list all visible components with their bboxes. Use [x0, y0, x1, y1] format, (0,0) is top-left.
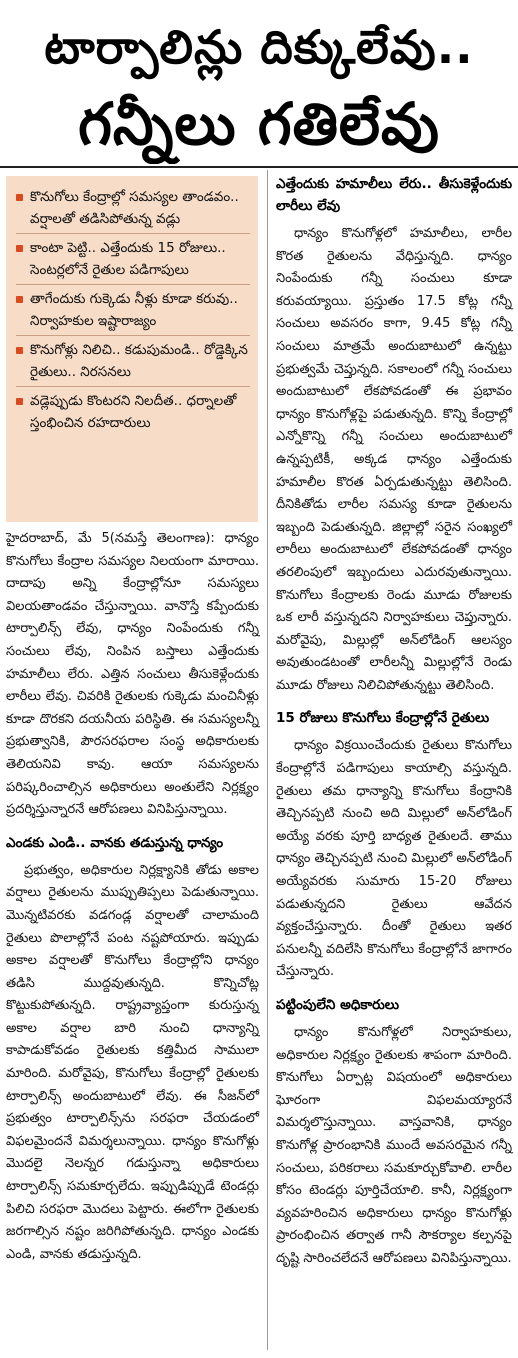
bullet-icon	[16, 347, 23, 354]
highlight-text: కాంటా పెట్టి.. ఎత్తేందుకు 15 రోజులు.. సెంటర్లలోనే రైతుల పడిగాపులు	[30, 240, 226, 278]
bullet-icon	[16, 398, 23, 405]
highlight-text: కొనుగోలు కేంద్రాల్లో సమస్యల తాండవం.. వర్షాలతో తడిసిపోతున్న వడ్లు	[30, 189, 239, 227]
column-divider	[267, 170, 268, 1350]
headline-line-2: గన్నీలు గతిలేవు	[78, 90, 440, 158]
bullet-icon	[16, 296, 23, 303]
bullet-icon	[16, 245, 23, 252]
highlight-text: తాగేందుకు గుక్కెడు నీళ్లు కూడా కరువు.. నిర్వాహకుల ఇష్టారాజ్యం	[30, 291, 238, 329]
headline-rule	[0, 166, 518, 168]
article-paragraph: ధాన్యం కొనుగోళ్లలో హమాలీలు, లారీల కొరత రైతులను వేధిస్తున్నది. ధాన్యం నింపేందుకు గన్నీ సంచులు కూడా కరువయ్యాయి. ప్రస్తుతం 17.5 కోట్ల గన్నీ సంచులు అవసరం కాగా, 9.45 కోట్ల గన్నీ సంచులు మాత్రమే అందుబాటులో ఉన్నట్టు ప్రభుత్వమే చెప్తున్నది. సకాలంలో గన్నీ సంచులు అందుబాటులో లేకపోవడంతో ఈ ప్రభావం ధాన్యం కొనుగోళ్లపై పడుతున్నది. కొన్ని కేంద్రాల్లో ఎన్నోకొన్ని గన్నీ సంచులు అందుబాటులో ఉన్నప్పటికీ, అక్కడ ధాన్యం ఎత్తేందుకు హమాలీల కొరత ఏర్పడుతున్నట్టు తెలిసింది. దీనికితోడు లారీల సమస్య కూడా రైతులను ఇబ్బంది పెడుతున్నది. జిల్లాల్లో సరైన సంఖ్యలో లారీలు అందుబాటులో లేకపోవడంతో ధాన్యం తరలింపులో ఇబ్బందులు ఎదురవుతున్నాయి. కొనుగోలు కేంద్రాలకు రెండు మూడు రోజులకు ఒక లారీ వస్తున్నదని నిర్వాహకులు చెప్తున్నారు. మరోవైపు, మిల్లుల్లో అన్‌లోడింగ్ ఆలస్యం అవుతుండటంతో లారీలన్నీ మిల్లుల్లోనే రెండు మూడు రోజులు నిలిచిపోతున్నట్టు తెలిసింది.	[276, 226, 512, 693]
article-column-left	[6, 528, 259, 1266]
divider	[16, 386, 250, 387]
article-paragraph: ధాన్యం విక్రయించేందుకు రైతులు కొనుగోలు కేంద్రాల్లోనే పడిగాపులు కాయాల్సి వస్తున్నది. రైతులు తమ ధాన్యాన్ని కొనుగోలు కేంద్రానికి తెచ్చినప్పటి నుంచి అది మిల్లులో అన్‌లోడింగ్ అయ్యే వరకు పూర్తి బాధ్యత రైతులదే. తాము ధాన్యం తెచ్చినప్పటి నుంచి మిల్లులో అన్‌లోడింగ్ అయ్యేవరకు సుమారు 15-20 రోజులు పడుతున్నదని రైతులు ఆవేదన వ్యక్తంచేస్తున్నారు. దీంతో రైతులు ఇతర పనులన్నీ వదిలేసి కొనుగోలు కేంద్రాల్లోనే జాగారం చేస్తున్నారు.	[276, 738, 512, 980]
divider	[16, 335, 250, 336]
highlight-item	[16, 339, 250, 383]
highlight-item	[16, 288, 250, 332]
subheading: 15 రోజులు కొనుగోలు కేంద్రాల్లోనే రైతులు	[276, 710, 490, 727]
article-paragraph: ధాన్యం కొనుగోళ్లలో నిర్వాహకులు, అధికారుల నిర్లక్ష్యం రైతులకు శాపంగా మారింది. కొనుగోలు ఏర్పాట్ల విషయంలో అధికారులు ఘోరంగా విఫలమయ్యారనే విమర్శలొస్తున్నాయి. వాస్తవానికి, ధాన్యం కొనుగోళ్ల ప్రారంభానికి ముందే అవసరమైన గన్నీ సంచులు, పరికరాలు సమకూర్చుకోవాలి. లారీల కోసం టెండర్లు పూర్తిచేయాలి. కానీ, నిర్లక్ష్యంగా వ్యవహరించిన అధికారులు ధాన్యం కొనుగోళ్లు ప్రారంభించిన తర్వాత గానీ సౌకర్యాల కల్పనపై దృష్టి సారించలేదనే ఆరోపణలు వినిపిస్తున్నాయి.	[276, 1025, 512, 1266]
highlight-text: వడ్లెప్పుడు కొంటరని నిలదీత.. ధర్నాలతో స్తంభించిన రహదారులు	[30, 393, 237, 431]
article-column-right	[276, 173, 512, 1271]
article-intro: హైదరాబాద్, మే 5(నమస్తే తెలంగాణ): ధాన్యం కొనుగోలు కేంద్రాల సమస్యల నిలయంగా మారాయి. దాదాపు అన్ని కేంద్రాల్లోనూ సమస్యలు విలయతాండవం చేస్తున్నాయి. వానొస్తే కప్పేందుకు టార్పాలిన్స్ లేవు, ధాన్యం నింపేందుకు గన్నీ సంచులు లేవు, నింపిన బస్తాలు ఎత్తేందుకు హమాలీలు లేరు. ఎత్తిన సంచులు తీసుకెళ్లేందుకు లారీలు లేవు. చివరికి రైతులకు గుక్కెడు మంచినీళ్లు కూడా దొరకని దయనీయ పరిస్థితి. ఈ సమస్యలన్నీ ప్రభుత్వానికి, పౌరసరఫరాల సంస్థ అధికారులకు తెలియనివి కావు. ఆయా సమస్యలను పరిష్కరించాల్సిన అధికారులు అంతులేని నిర్లక్ష్యం ప్రదర్శిస్తున్నారనే ఆరోపణలు వినిపిస్తున్నాయి.	[6, 531, 259, 818]
subheading: ఎత్తేందుకు హమాలీలు లేరు.. తీసుకెళ్లేందుకు లారీలు లేవు	[276, 176, 512, 214]
highlight-item	[16, 186, 250, 230]
highlight-item	[16, 390, 250, 434]
divider	[16, 233, 250, 234]
subheading: ఎండకు ఎండి.. వానకు తడుస్తున్న ధాన్యం	[6, 834, 224, 851]
highlight-text: కొనుగోళ్లు నిలిచి.. కడుపుమండి.. రోడ్డెక్కిన రైతులు.. నిరసనలు	[30, 342, 248, 380]
article-paragraph: ప్రభుత్వం, అధికారుల నిర్లక్ష్యానికి తోడు అకాల వర్షాలు రైతులను ముప్పుతిప్పలు పెడుతున్నాయి. మొన్నటివరకు వడగండ్ల వర్షాలతో చాలామంది రైతులు పొలాల్లోనే పంట నష్టపోయారు. ఇప్పుడు అకాల వర్షాలతో కొనుగోలు కేంద్రాల్లోని ధాన్యం తడిసి ముద్దవుతున్నది. కొన్నిచోట్ల కొట్టుకుపోతున్నది. రాష్ట్రవ్యాప్తంగా కురుస్తున్న అకాల వర్షాల బారి నుంచి ధాన్యాన్ని కాపాడుకోవడం రైతులకు కత్తిమీద సాములా మారింది. మరోవైపు, కొనుగోలు కేంద్రాల్లో రైతులకు టార్పాలిన్స్ అందుబాటులో లేవు. ఈ సీజన్‌లో ప్రభుత్వం టార్పాలిన్స్‌ను సరఫరా చేయడంలో విఫలమైందనే విమర్శలున్నాయి. ధాన్యం కొనుగోళ్లు మొదలై నెలన్నర గడుస్తున్నా అధికారులు టార్పాలిన్స్ సమకూర్చలేదు. ఇప్పుడిప్పుడే టెండర్లు పిలిచి సరఫరా మొదలు పెట్టారు. ఈలోగా రైతులకు జరగాల్సిన నష్టం జరిగిపోతున్నది. ధాన్యం ఎండకు ఎండి, వానకు తడుస్తున్నది.	[6, 862, 259, 1262]
highlights-box	[6, 176, 258, 522]
subheading: పట్టింపులేని అధికారులు	[276, 997, 400, 1013]
headline-line-1: టార్పాలిన్లు దిక్కులేవు..	[44, 20, 474, 74]
divider	[16, 284, 250, 285]
highlight-item	[16, 237, 250, 281]
bullet-icon	[16, 194, 23, 201]
